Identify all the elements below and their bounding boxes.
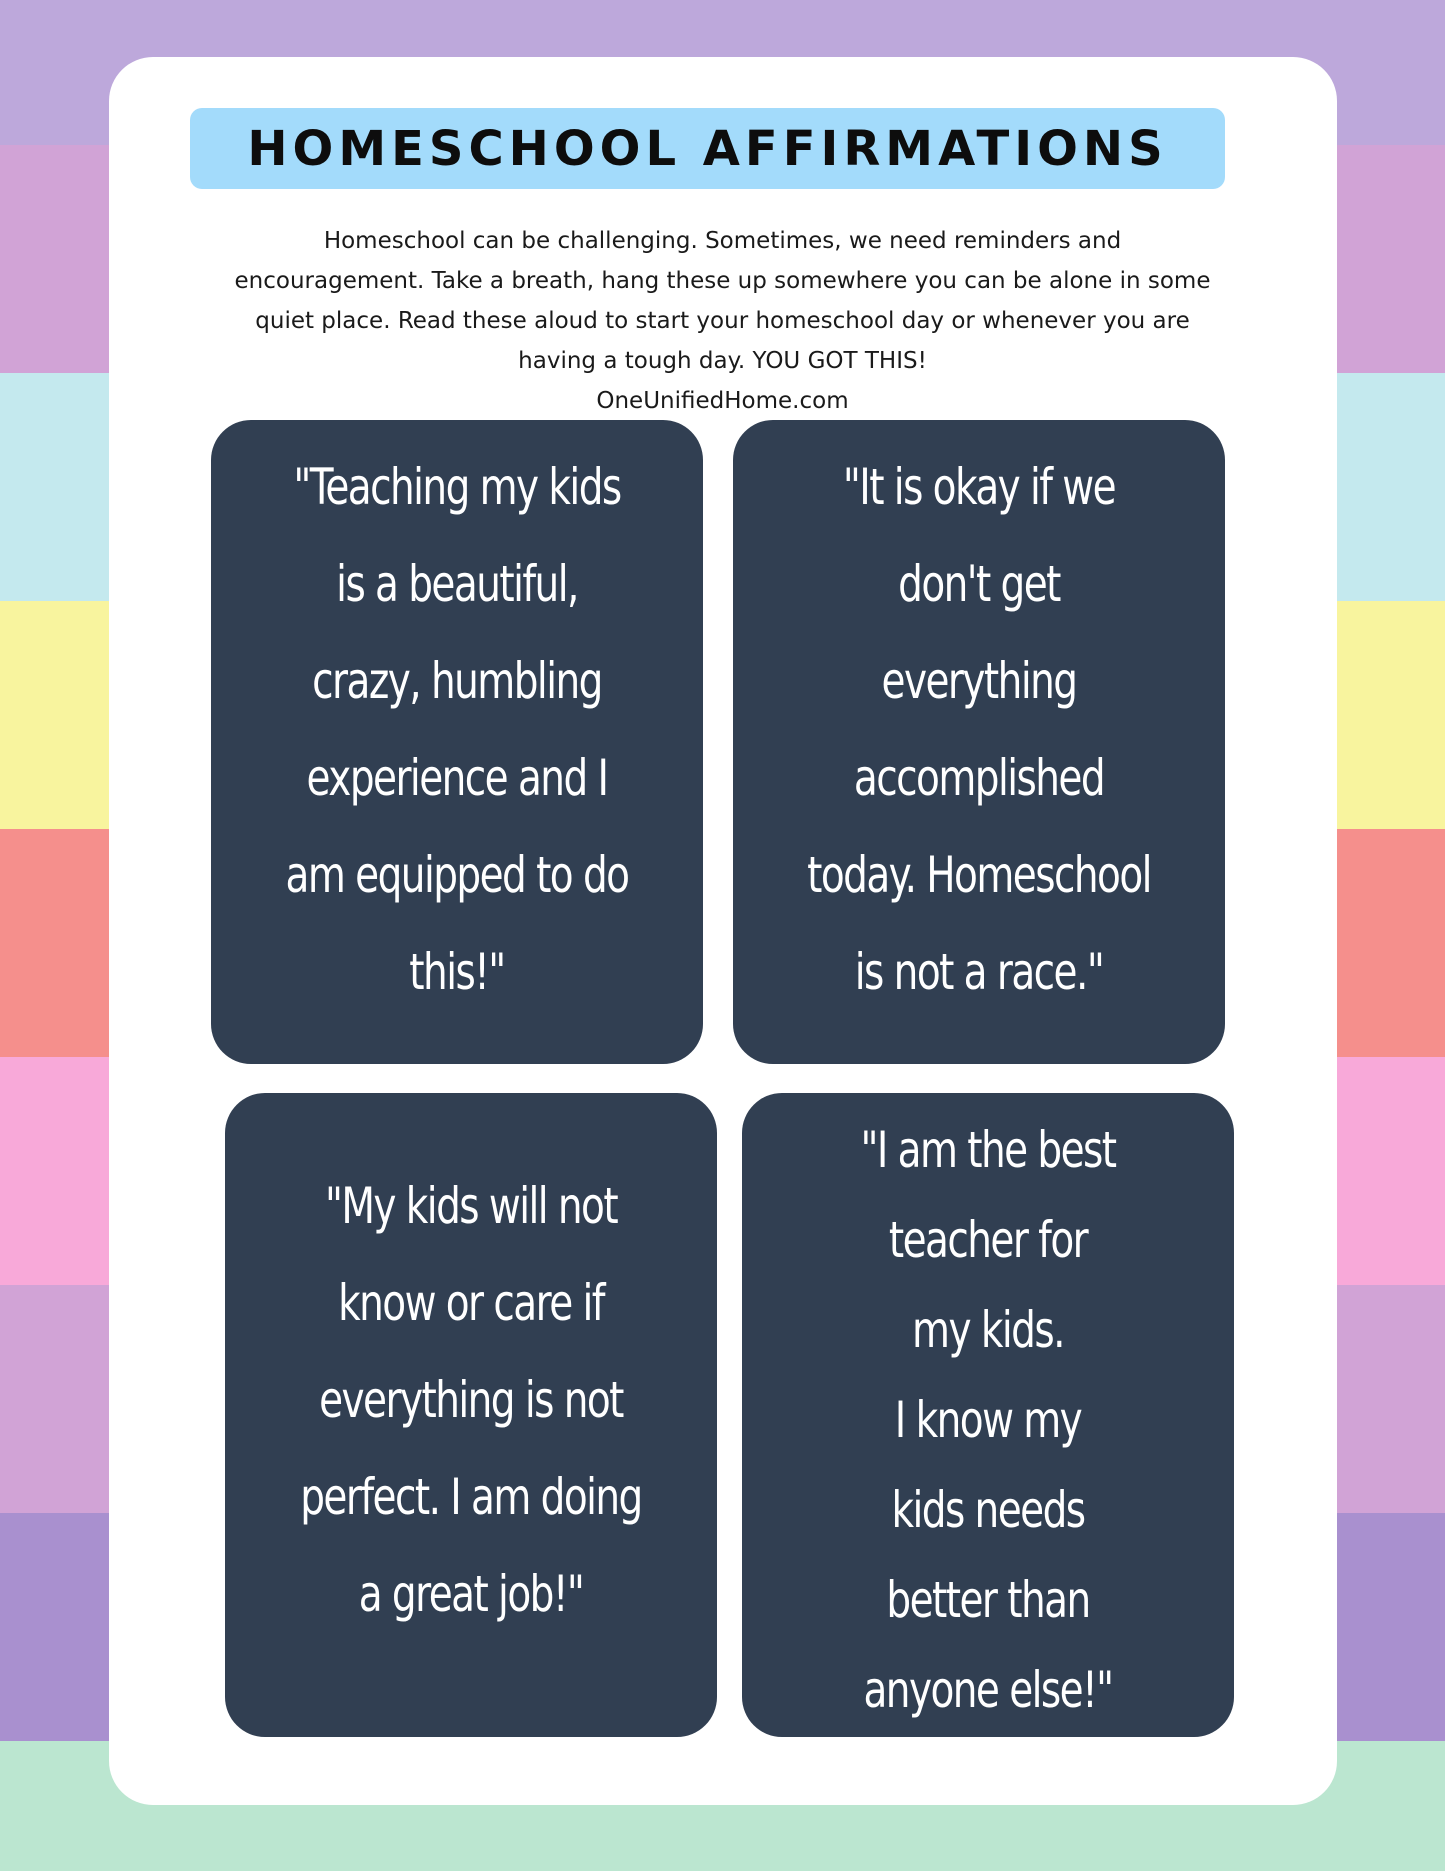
affirmation-text-2: "It is okay if we don't get everything accomplished today. Homeschool is not a race." bbox=[807, 458, 1151, 1001]
affirmation-card-3 bbox=[225, 1093, 717, 1737]
affirmation-card-2 bbox=[733, 420, 1225, 1064]
intro-paragraph: Homeschool can be challenging. Sometimes, we need reminders and encouragement. Take a breath, hang these up somewhere you can be alone in some quiet place. Read these aloud to start your homeschool day or whenever you are having a tough day. YOU GOT THIS! bbox=[234, 228, 1211, 374]
affirmation-text-4: "I am the best teacher for my kids. I know my kids needs better than anyone else!" bbox=[860, 1121, 1116, 1719]
affirmation-text-1: "Teaching my kids is a beautiful, crazy, humbling experience and I am equipped to do this!" bbox=[285, 458, 629, 1001]
website-link-text: OneUnifiedHome.com bbox=[596, 388, 849, 414]
title-banner bbox=[190, 108, 1225, 189]
affirmation-text-3: "My kids will not know or care if everything is not perfect. I am doing a great job!" bbox=[300, 1177, 642, 1623]
affirmation-card-4 bbox=[742, 1093, 1234, 1737]
affirmation-card-1 bbox=[211, 420, 703, 1064]
page-title: HOMESCHOOL AFFIRMATIONS bbox=[247, 120, 1168, 177]
